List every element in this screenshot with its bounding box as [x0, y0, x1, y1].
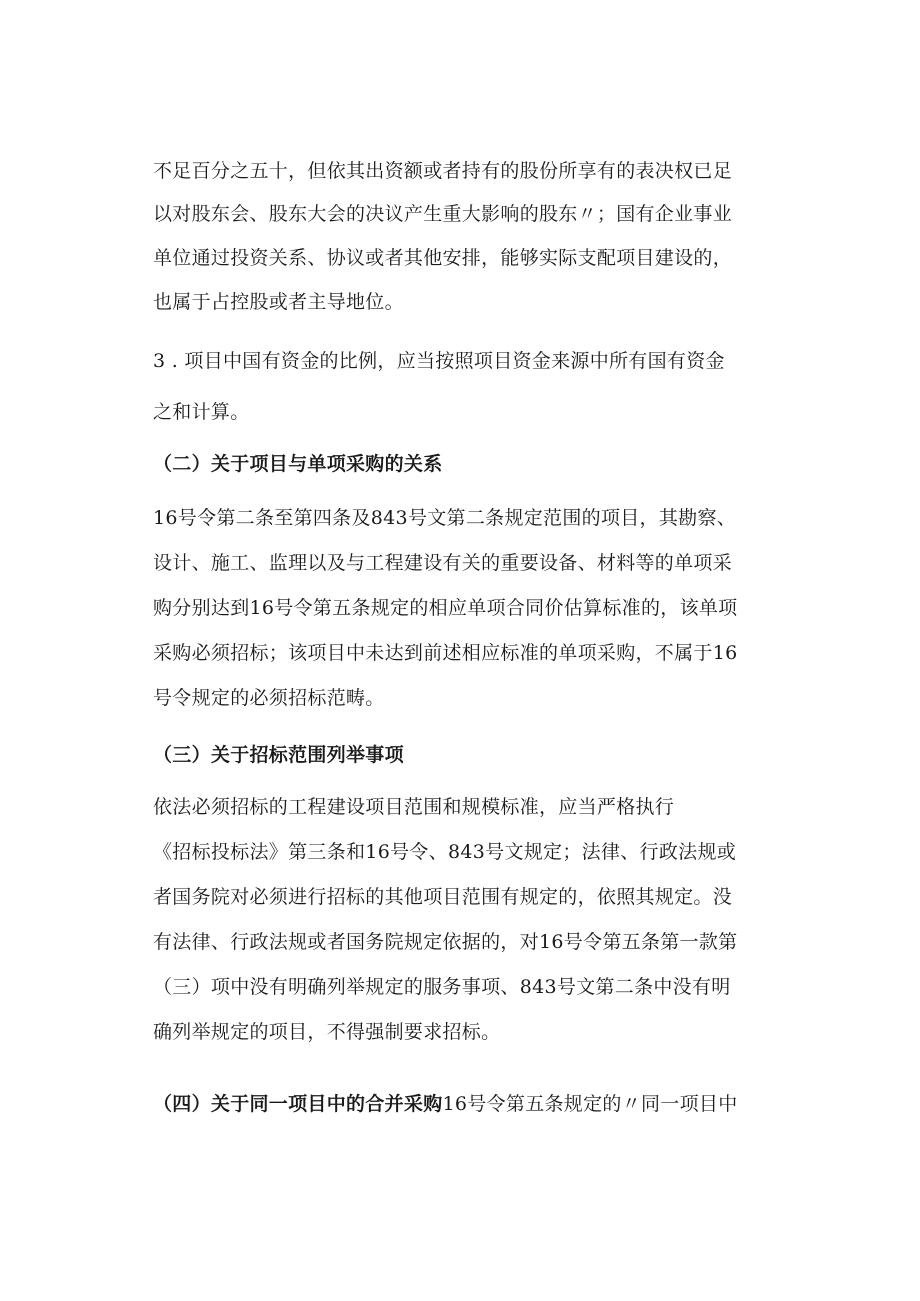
para3-line-3: 购分别达到16号令第五条规定的相应单项合同价估算标准的，该单项: [153, 597, 738, 619]
para3-line-5: 号令规定的必须招标范畴。: [153, 687, 385, 709]
para2-line-1: 3 . 项目中国有资金的比例，应当按照项目资金来源中所有国有资金: [153, 350, 725, 372]
para4-line-3: 者国务院对必须进行招标的其他项目范围有规定的，依照其规定。没: [153, 886, 733, 908]
section-heading-4: [153, 1090, 773, 1118]
para1-line-4: 也属于占控股或者主导地位。: [153, 291, 404, 313]
para1-line-1: 不足百分之五十，但依其出资额或者持有的股份所享有的表决权已足: [153, 160, 733, 182]
section-heading-4-text: 16号令第五条规定的〃同一项目中: [442, 1093, 738, 1115]
para2-line-2: 之和计算。: [153, 401, 250, 423]
para3-line-2: 设计、施工、监理以及与工程建设有关的重要设备、材料等的单项采: [153, 552, 733, 574]
para4-line-6: 确列举规定的项目，不得强制要求招标。: [153, 1021, 501, 1043]
section-heading-3: （三）关于招标范围列举事项: [153, 744, 404, 766]
para1-line-2: 以对股东会、股东大会的决议产生重大影响的股东〃；国有企业事业: [153, 203, 733, 225]
para4-line-1: 依法必须招标的工程建设项目范围和规模标准，应当严格执行: [153, 796, 675, 818]
section-heading-4-title: （四）关于同一项目中的合并采购: [153, 1093, 443, 1115]
para3-line-1: 16号令第二条至第四条及843号文第二条规定范围的项目，其勘察、: [153, 507, 737, 529]
section-heading-2: （二）关于项目与单项采购的关系: [153, 453, 443, 475]
para3-line-4: 采购必须招标；该项目中未达到前述相应标准的单项采购，不属于16: [153, 642, 738, 664]
para4-line-2: 《招标投标法》第三条和16号令、843号文规定；法律、行政法规或: [153, 841, 737, 863]
para1-line-3: 单位通过投资关系、协议或者其他安排，能够实际支配项目建设的，: [153, 247, 733, 269]
para4-line-5: （三）项中没有明确列举规定的服务事项、843号文第二条中没有明: [153, 976, 731, 998]
para4-line-4: 有法律、行政法规或者国务院规定依据的，对16号令第五条第一款第: [153, 931, 738, 953]
